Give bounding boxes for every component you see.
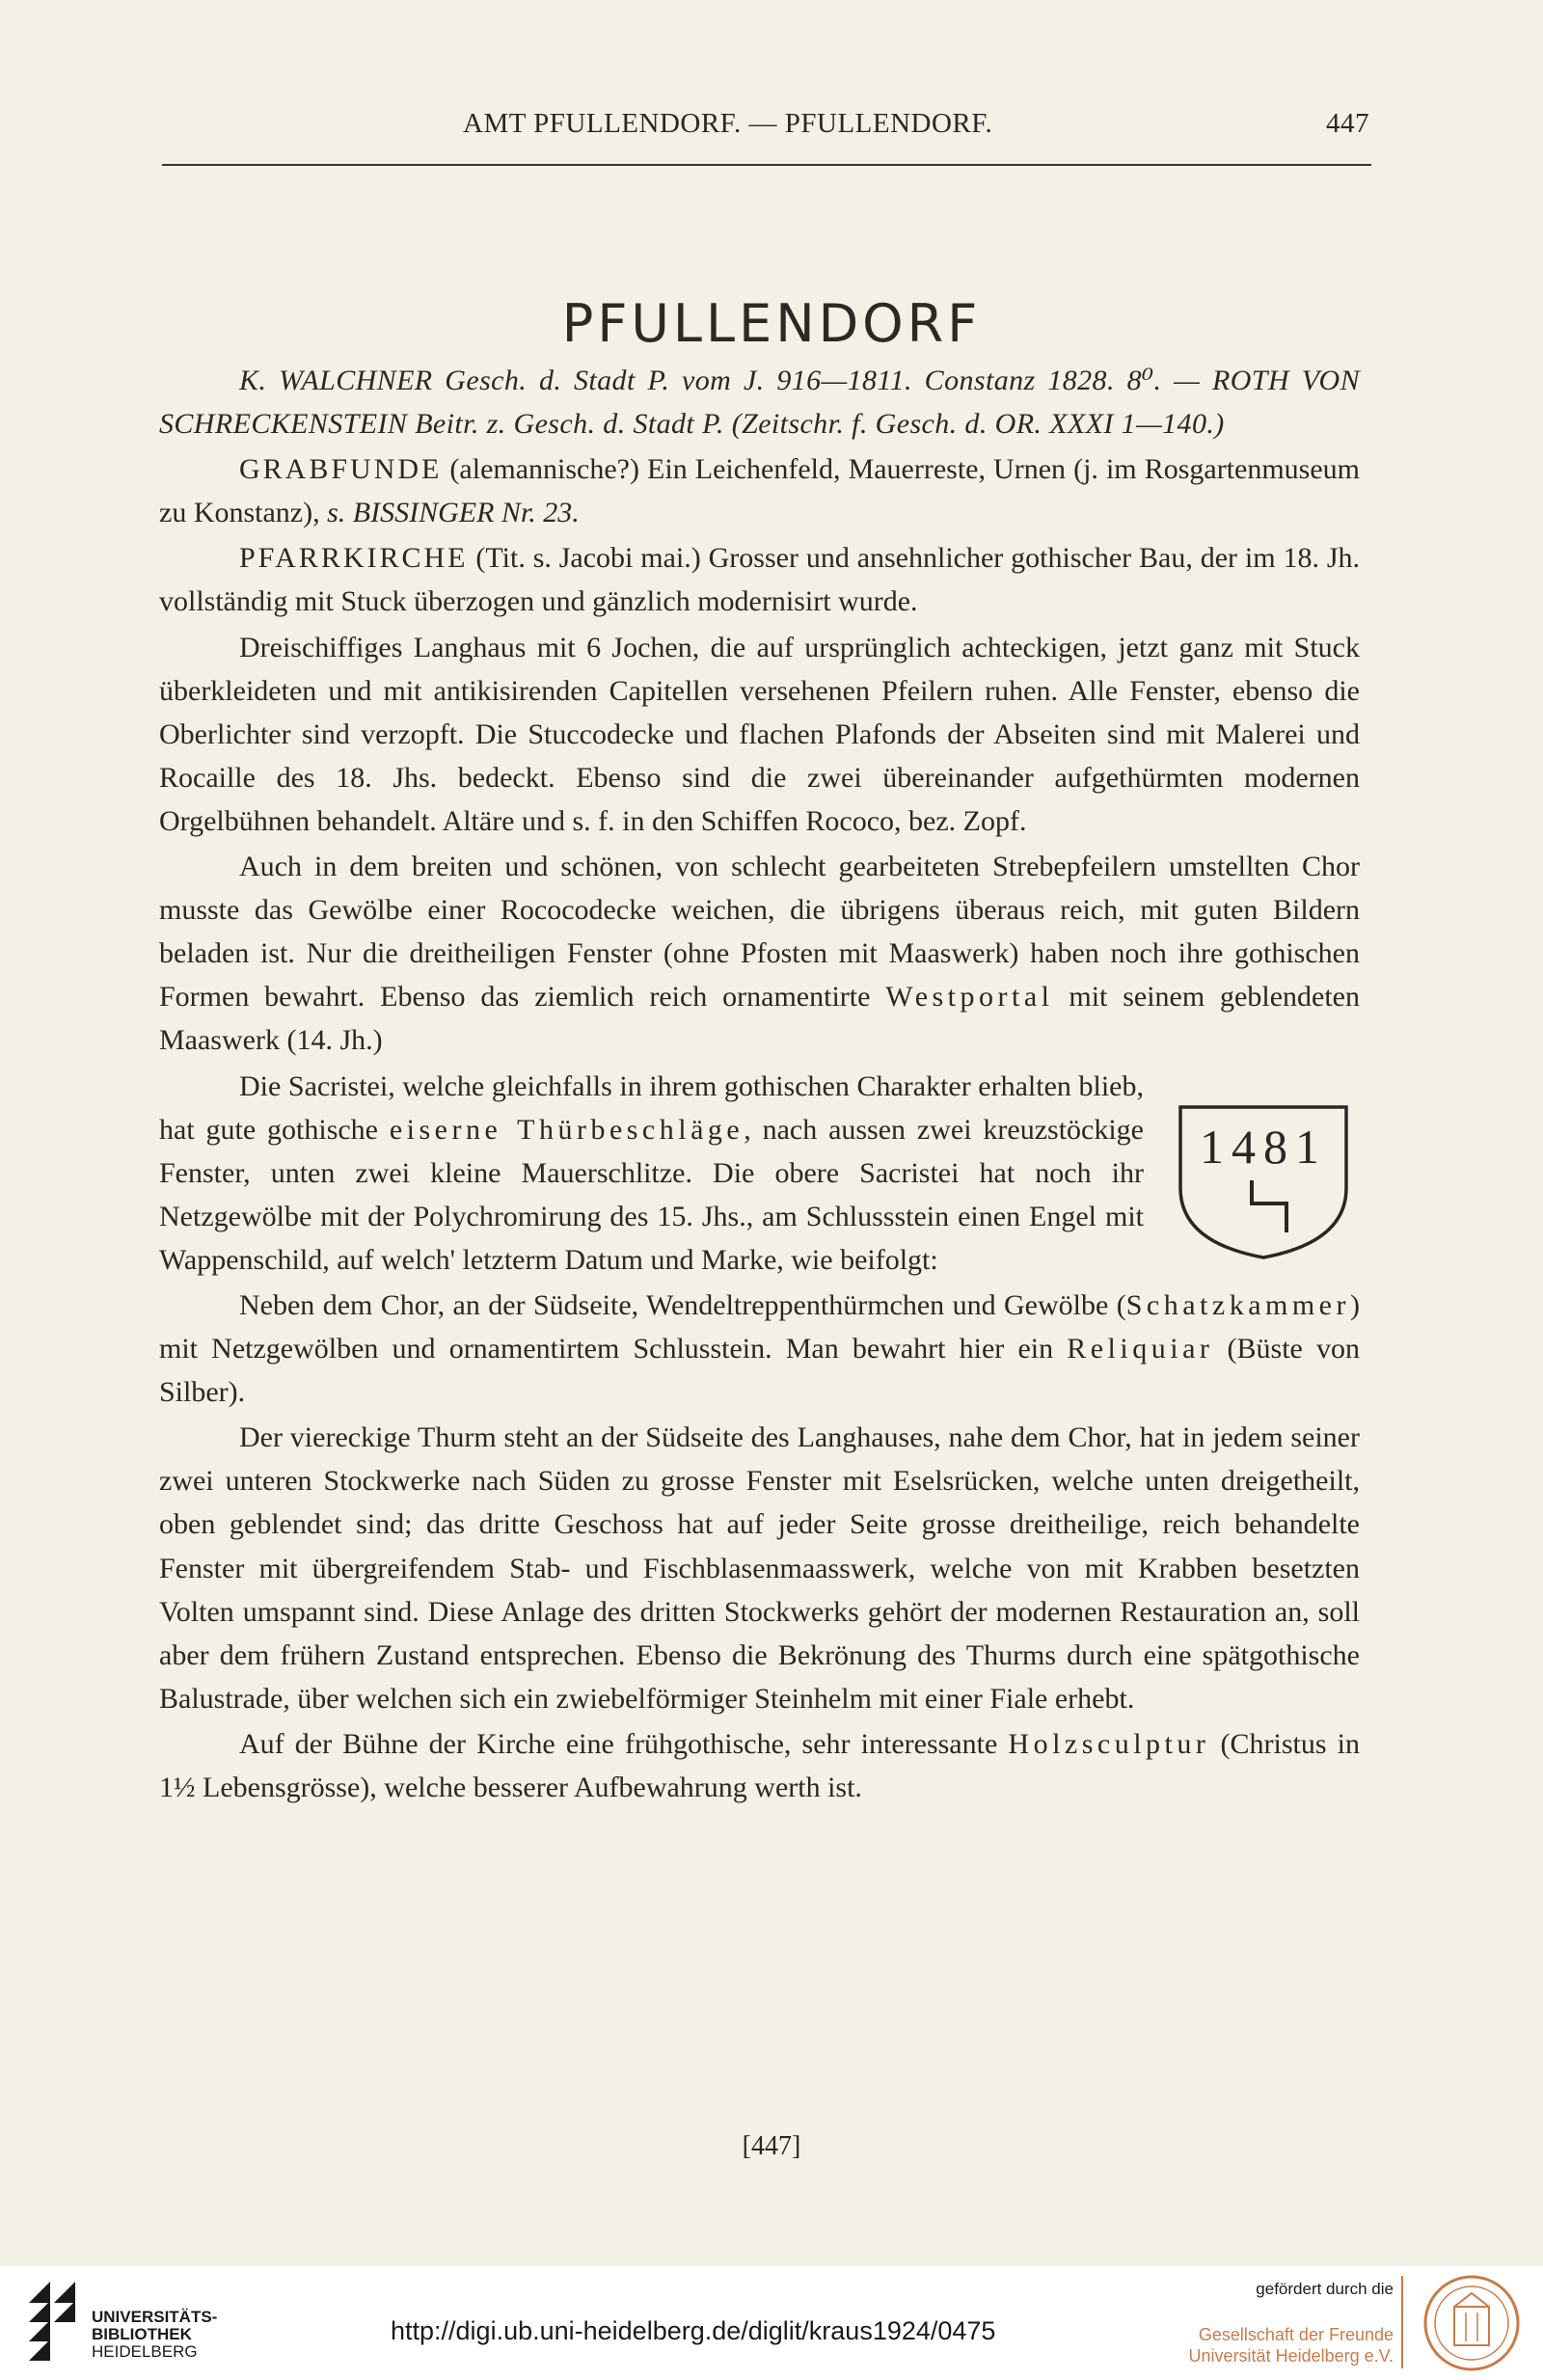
sponsor-line-2: Universität Heidelberg e.V. <box>1188 2346 1394 2366</box>
grabfunde-paragraph <box>159 447 1360 534</box>
holzsculptur-term: Holzsculptur <box>1008 1727 1210 1760</box>
schatzkammer-term: Schatzkammer <box>1125 1288 1350 1321</box>
library-logo-icon <box>21 2274 85 2372</box>
sponsor-lead: gefördert durch die <box>1256 2280 1394 2298</box>
mason-mark-icon <box>1252 1180 1286 1232</box>
header-rule <box>162 164 1371 166</box>
article-body <box>159 359 1360 1811</box>
thurm-paragraph: Der viereckige Thurm steht an der Südseite des Langhauses, nahe dem Chor, hat in jedem seiner zwei unteren Stockwerke nach Süden zu grosse Fenster mit Eselsrücken, welche unten dreigetheilt, oben geblendet sind; das dritte Geschoss hat auf jeder Seite grosse dreitheilige, reich behandelte Fenster mit übergreifendem Stab- und Fischblasenmaasswerk, welche von mit Krabben besetzten Volten umspannt sind. Diese Anlage des dritten Stockwerks gehört der modernen Restauration an, soll aber dem frühern Zustand entsprechen. Ebenso die Bekrönung des Thurms durch eine spätgothische Balustrade, über welchen sich ein zwiebelförmiger Steinhelm mit einer Fiale erhebt. <box>159 1421 1360 1715</box>
library-line-2: BIBLIOTHEK <box>92 2325 192 2343</box>
bibliography-paragraph: K. WALCHNER Gesch. d. Stadt P. vom J. 916—1811. Constanz 1828. 8⁰. — ROTH VON SCHRECKENSTEIN Beitr. z. Gesch. d. Stadt P. (Zeitschr. f. Gesch. d. OR. XXXI 1—140.) <box>159 365 1360 441</box>
neben-text-c: (Büste von Silber). <box>159 1333 1360 1409</box>
grabfunde-text: (alemannische?) Ein Leichenfeld, Mauerreste, Urnen (j. im Rosgartenmuseum zu Konstanz), <box>159 453 1360 529</box>
library-line-3: HEIDELBERG <box>92 2342 198 2361</box>
chor-text-a: Auch in dem breiten und schönen, von schlecht gearbeiteten Strebepfeilern umstellten Chor musste das Gewölbe einer Rococodecke weichen, die übrigens überaus reich, mit guten Bildern beladen ist. Nur die dreitheiligen Fenster (ohne Pfosten mit Maaswerk) haben noch ihre gothischen Formen bewahrt. Ebenso das ziemlich reich ornamentirte <box>159 851 1360 1014</box>
thuerbeschlaege-term: eiserne Thürbeschläge <box>389 1113 744 1146</box>
neben-text-b: ) mit Netzgewölben und ornamentirtem Schlusstein. Man bewahrt hier ein <box>159 1288 1360 1366</box>
sponsor-block <box>1189 2280 1394 2366</box>
shield-date: 1481 <box>1200 1119 1327 1174</box>
sponsor-line-1: Gesellschaft der Freunde <box>1198 2325 1394 2344</box>
pfarrkirche-text: (Tit. s. Jacobi mai.) Grosser und ansehnlicher gothischer Bau, der im 18. Jh. vollständig mit Stuck überzogen und gänzlich modernisirt wurde. <box>159 542 1361 618</box>
buehne-text-b: (Christus in 1½ Lebensgrösse), welche besserer Aufbewahrung werth ist. <box>159 1727 1360 1803</box>
shield-figure <box>1167 1080 1360 1269</box>
schatzkammer-paragraph <box>159 1284 1360 1414</box>
buehne-text-a: Auf der Bühne der Kirche eine frühgothische, sehr interessante <box>239 1727 1009 1760</box>
neben-text-a: Neben dem Chor, an der Südseite, Wendeltreppenthürmchen und Gewölbe ( <box>239 1288 1126 1321</box>
digitization-footer <box>0 2266 1543 2380</box>
sacristei-paragraph <box>159 1065 1360 1282</box>
grabfunde-term: GRABFUNDE <box>239 453 443 486</box>
bracketed-page-number: [447] <box>742 2131 801 2161</box>
buehne-paragraph <box>159 1722 1360 1809</box>
langhaus-paragraph: Dreischiffiges Langhaus mit 6 Jochen, die auf ursprünglich achteckigen, jetzt ganz mit Stuck überkleideten und mit antikisirenden Capitellen versehenen Pfeilern ruhen. Alle Fenster, ebenso die Oberlichter sind verzopft. Die Stuccodecke und flachen Plafonds der Abseiten sind mit Malerei und Rocaille des 18. Jhs. bedeckt. Ebenso sind die zwei übereinander aufgethürmten modernen Orgelbühnen behandelt. Altäre und s. f. in den Schiffen Rococo, bez. Zopf. <box>159 631 1360 837</box>
reliquiar-term: Reliquiar <box>1067 1333 1214 1366</box>
library-line-1: UNIVERSITÄTS- <box>92 2308 218 2326</box>
sacristei-text-b: , nach aussen zwei kreuzstöckige Fenster, unten zwei kleine Mauerschlitze. Die obere Sacristei hat noch ihr Netzgewölbe mit der Polychromirung des 15. Jhs., am Schlussstein einen Engel mit Wappenschild, auf welch' letzterm Datum und Marke, wie beifolgt: <box>159 1113 1144 1276</box>
library-name <box>92 2309 217 2361</box>
permalink-url[interactable]: http://digi.ub.uni-heidelberg.de/diglit/kraus1924/0475 <box>391 2316 996 2345</box>
sacristei-text-a: Die Sacristei, welche gleichfalls in ihrem gothischen Charakter erhalten blieb, hat gute gothische <box>159 1069 1144 1146</box>
chor-text-b: mit seinem geblendeten Maaswerk (14. Jh.) <box>159 981 1360 1057</box>
grabfunde-reference: s. BISSINGER Nr. 23. <box>327 497 580 529</box>
westportal-term: Westportal <box>885 981 1054 1014</box>
running-head <box>164 108 1369 154</box>
sponsor-divider <box>1401 2276 1403 2368</box>
running-title: AMT PFULLENDORF. — PFULLENDORF. <box>463 108 993 139</box>
page-title: PFULLENDORF <box>561 293 982 355</box>
chor-paragraph <box>159 845 1360 1062</box>
page-number: 447 <box>1326 108 1369 139</box>
pfarrkirche-term: PFARRKIRCHE <box>239 542 469 575</box>
pfarrkirche-paragraph <box>159 536 1360 623</box>
university-seal-icon <box>1422 2274 1521 2372</box>
shield-icon <box>1167 1080 1360 1269</box>
